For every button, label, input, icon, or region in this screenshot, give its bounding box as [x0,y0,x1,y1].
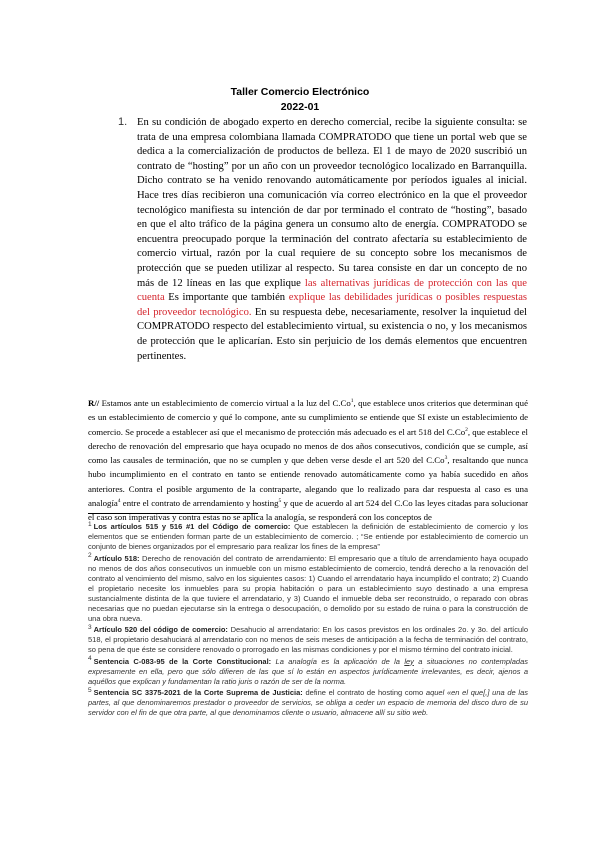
answer-text-1: Estamos ante un establecimiento de comercio virtual a la luz del C.Co [101,398,351,408]
question-highlight-2: explique las debilidades jurídicas o posibles respuestas del proveedor tecnológico. [137,292,528,318]
footnote-underlined-word: ley [404,656,414,666]
footnote-ref-1: 1 [350,398,354,405]
footnote-text-part: a situaciones no contempladas expresamente en ella, pero que sólo difieren de las que sí lo están en aspectos jurídicamente irrelevantes, es decir, ajenos a aquéllos que explican y fundamentan la ratio juris o razón de ser de la norma. [88,656,528,686]
question-paragraph [137,116,527,364]
answer-text-5: entre el contrato de arrendamiento y hosting [120,498,279,509]
footnote-number: 4 [88,655,92,662]
footnote-text-part: La analogía es la aplicación de la [271,656,405,666]
footnote-1 [88,522,528,552]
footnote-5 [88,688,528,718]
footnote-number: 5 [88,686,92,694]
question-text-1: En su condición de abogado experto en derecho comercial, recibe la siguiente consulta: se trata de una empresa colombiana llamada COMPRATODO que tiene un portal web que se dedica a la comercialización de productos de belleza. El 1 de mayo de 2020 suscribió un contrato de “hosting” por un año con un proveedor tecnológico localizado en Barranquilla. Dicho contrato se ha venido renovando automáticamente por períodos iguales al inicial. Hace tres días recibieron una comunicación vía correo electrónico en la que el proveedor tecnológico manifiesta su intención de dar por terminado el contrato de “hosting”, basado en que el alto tráfico de la página genera un consumo alto de energía. COMPRATODO se encuentra preocupado porque la terminación del contrato afectaría su establecimiento de comercio virtual, razón por la cual requiere de su concepto sobre los mecanismos de protección que se pueden utilizar al respecto. Su tarea consiste en dar un concepto de no más de 12 líneas en las que explique [137,117,527,289]
footnote-4 [88,657,528,687]
answer-text-6: y que de acuerdo al art 524 del C.Co las leyes citadas para solucionar el caso son imperativas y contra estas no se aplica la analogía, se responderá con los conceptos de [88,498,529,523]
footnote-2 [88,554,528,624]
footnote-number: 1 [88,520,92,528]
document-title: Taller Comercio Electrónico [230,86,370,98]
footnote-3 [88,625,528,655]
question-highlight-1: las alternativas jurídicas de protección con las que cuenta [137,277,527,304]
footnote-heading: Artículo 518: [93,553,140,563]
question-text-2: Es importante que también [168,292,286,304]
answer-text-3: , que establece el derecho de renovación del empresario que haya ocupado no menos de dos años consecutivos, condición que se cumple, así como las causales de terminación, que no se cumplen y que deben verse desde el art 520 del C.Co [88,426,528,466]
footnote-number: 3 [88,623,92,631]
question-text-3: En su respuesta debe, necesariamente, resolver la inquietud del COMPRATODO respecto del establecimiento virtual, su existencia o no, y los mecanismos de protección que le aplicarían. Esto sin perjuicio de los demás elementos que encuentren pertinentes. [137,306,527,362]
answer-label: R// [88,398,100,408]
answer-paragraph [88,396,528,525]
footnote-quote: aquel «en el que[,] una de las partes, al que denominaremos prestador o proveedor de servicios, se obliga a ceder un espacio de memoria del disco duro de su servidor con el fin de que otra parte, al que denominamos cliente o usuario, almacene allí su sitio web. [88,688,528,717]
footnote-number: 2 [88,552,92,559]
answer-text-4: , resaltando que nunca hubo incumplimiento en el contrato en tanto se entiende renovado automáticamente como ya había sucedido en años anteriores. Contra el posible argumento de la contraparte, alegando que lo realizado para dar respuesta al caso es una analogía [88,455,529,509]
footnote-ref-2: 2 [465,426,468,433]
document-year: 2022-01 [280,101,320,113]
question-number: 1. [118,116,128,128]
footnote-text: define el contrato de hosting como [302,688,426,697]
footnote-heading: Sentencia SC 3375-2021 de la Corte Suprema de Justicia: [93,688,303,697]
footnote-text: Derecho de renovación del contrato de arrendamiento: El empresario que a título de arrendamiento haya ocupado no menos de dos años consecutivos un inmueble con un mismo establecimiento de comercio, tendrá derecho a la renovación del contrato al vencimiento del mismo, salvo en los siguientes casos: 1) Cuando el arrendatario haya incumplido el contrato; 2) Cuando el propietario necesite los inmuebles para su propia habitación o para un establecimiento suyo destinado a una empresa sustancialmente distinta de la que tuviere el arrendatario, y 3) Cuando el inmueble deba ser reconstruido, o reparado con obras necesarias que no puedan ejecutarse sin la entrega o desocupación, o demolido por su estado de ruina o para la construcción de una obra nueva. [88,553,528,623]
footnote-ref-4: 4 [117,498,121,505]
footnote-text: Que establecen la definición de establecimiento de comercio y los elementos que se entienden forman parte de un establecimiento de comercio. ; “Se entiende por establecimiento de comercio un conjunto de bienes organizados por el empresario para realizar los fines de la empresa” [88,522,528,551]
footnote-heading: Los artículos 515 y 516 #1 del Código de comercio: [93,522,291,531]
answer-text-2: , que establece unos criterios que determinan qué es un establecimiento de comercio y qué lo compone, ante su cumplimiento se entiende que SI existe un establecimiento de comercio. Se procede a establecer así que el mecanismo de protección más adecuado es el art 518 del C.Co [88,398,528,437]
footnotes [88,522,528,720]
footnote-heading: Artículo 520 del código de comercio: [93,625,228,634]
footnote-text: Desahucio al arrendatario: En los casos previstos en los ordinales 2o. y 3o. del artículo 518, el propietario desahuciará al arrendatario con no menos de seis meses de anticipación a la fecha de terminación del contrato, so pena de que éste se considere renovado o prorrogado en las mismas condiciones y por el mismo término del contrato inicial. [88,625,528,654]
footnote-ref-5: 5 [278,498,282,505]
footnote-heading: Sentencia C-083-95 de la Corte Constitucional: [93,656,272,666]
footnote-ref-3: 3 [444,455,448,462]
footnote-separator [88,513,258,514]
